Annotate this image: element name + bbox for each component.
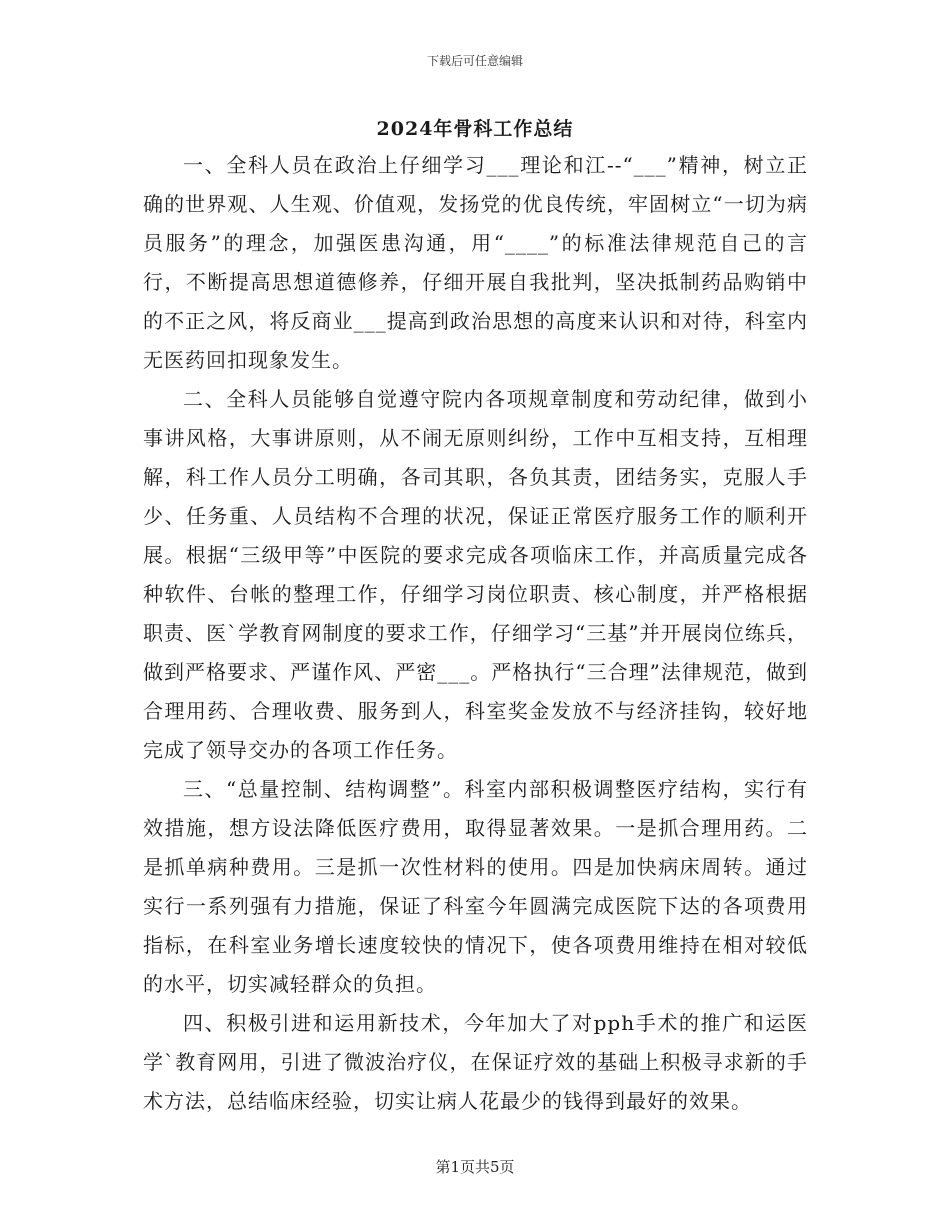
- paragraph-4: 四、积极引进和运用新技术，今年加大了对pph手术的推广和运医学`教育网用，引进了微波治疗仪，在保证疗效的基础上积极寻求新的手术方法，总结临床经验，切实让病人花最少的钱得到最好的效果。: [143, 1011, 808, 1113]
- paragraph-3: 三、“总量控制、结构调整”。科室内部积极调整医疗结构，实行有效措施，想方设法降低医疗费用，取得显著效果。一是抓合理用药。二是抓单病种费用。三是抓一次性材料的使用。四是加快病床周转。通过实行一系列强有力措施，保证了科室今年圆满完成医院下达的各项费用指标，在科室业务增长速度较快的情况下，使各项费用维持在相对较低的水平，切实减轻群众的负担。: [143, 777, 808, 996]
- header-note: 下载后可任意编辑: [426, 54, 523, 68]
- document-title: 2024年骨科工作总结: [376, 118, 574, 140]
- paragraph-2: 二、全科人员能够自觉遵守院内各项规章制度和劳动纪律，做到小事讲风格，大事讲原则，从不闹无原则纠纷，工作中互相支持，互相理解，科工作人员分工明确，各司其职，各负其责，团结务实，克服人手少、任务重、人员结构不合理的状况，保证正常医疗服务工作的顺利开展。根据“三级甲等”中医院的要求完成各项临床工作，并高质量完成各种软件、台帐的整理工作，仔细学习岗位职责、核心制度，并严格根据职责、医`学教育网制度的要求工作，仔细学习“三基”并开展岗位练兵，做到严格要求、严谨作风、严密___。严格执行“三合理”法律规范，做到合理用药、合理收费、服务到人，科室奖金发放不与经济挂钩，较好地完成了领导交办的各项工作任务。: [143, 387, 808, 762]
- paragraph-1: 一、全科人员在政治上仔细学习___理论和江--“___”精神，树立正确的世界观、人生观、价值观，发扬党的优良传统，牢固树立“一切为病员服务”的理念，加强医患沟通，用“____”的标准法律规范自己的言行，不断提高思想道德修养，仔细开展自我批判，坚决抵制药品购销中的不正之风，将反商业___提高到政治思想的高度来认识和对待，科室内无医药回扣现象发生。: [143, 153, 808, 372]
- document-body: [143, 146, 808, 1121]
- page-number-footer: 第1页共5页: [435, 1158, 515, 1176]
